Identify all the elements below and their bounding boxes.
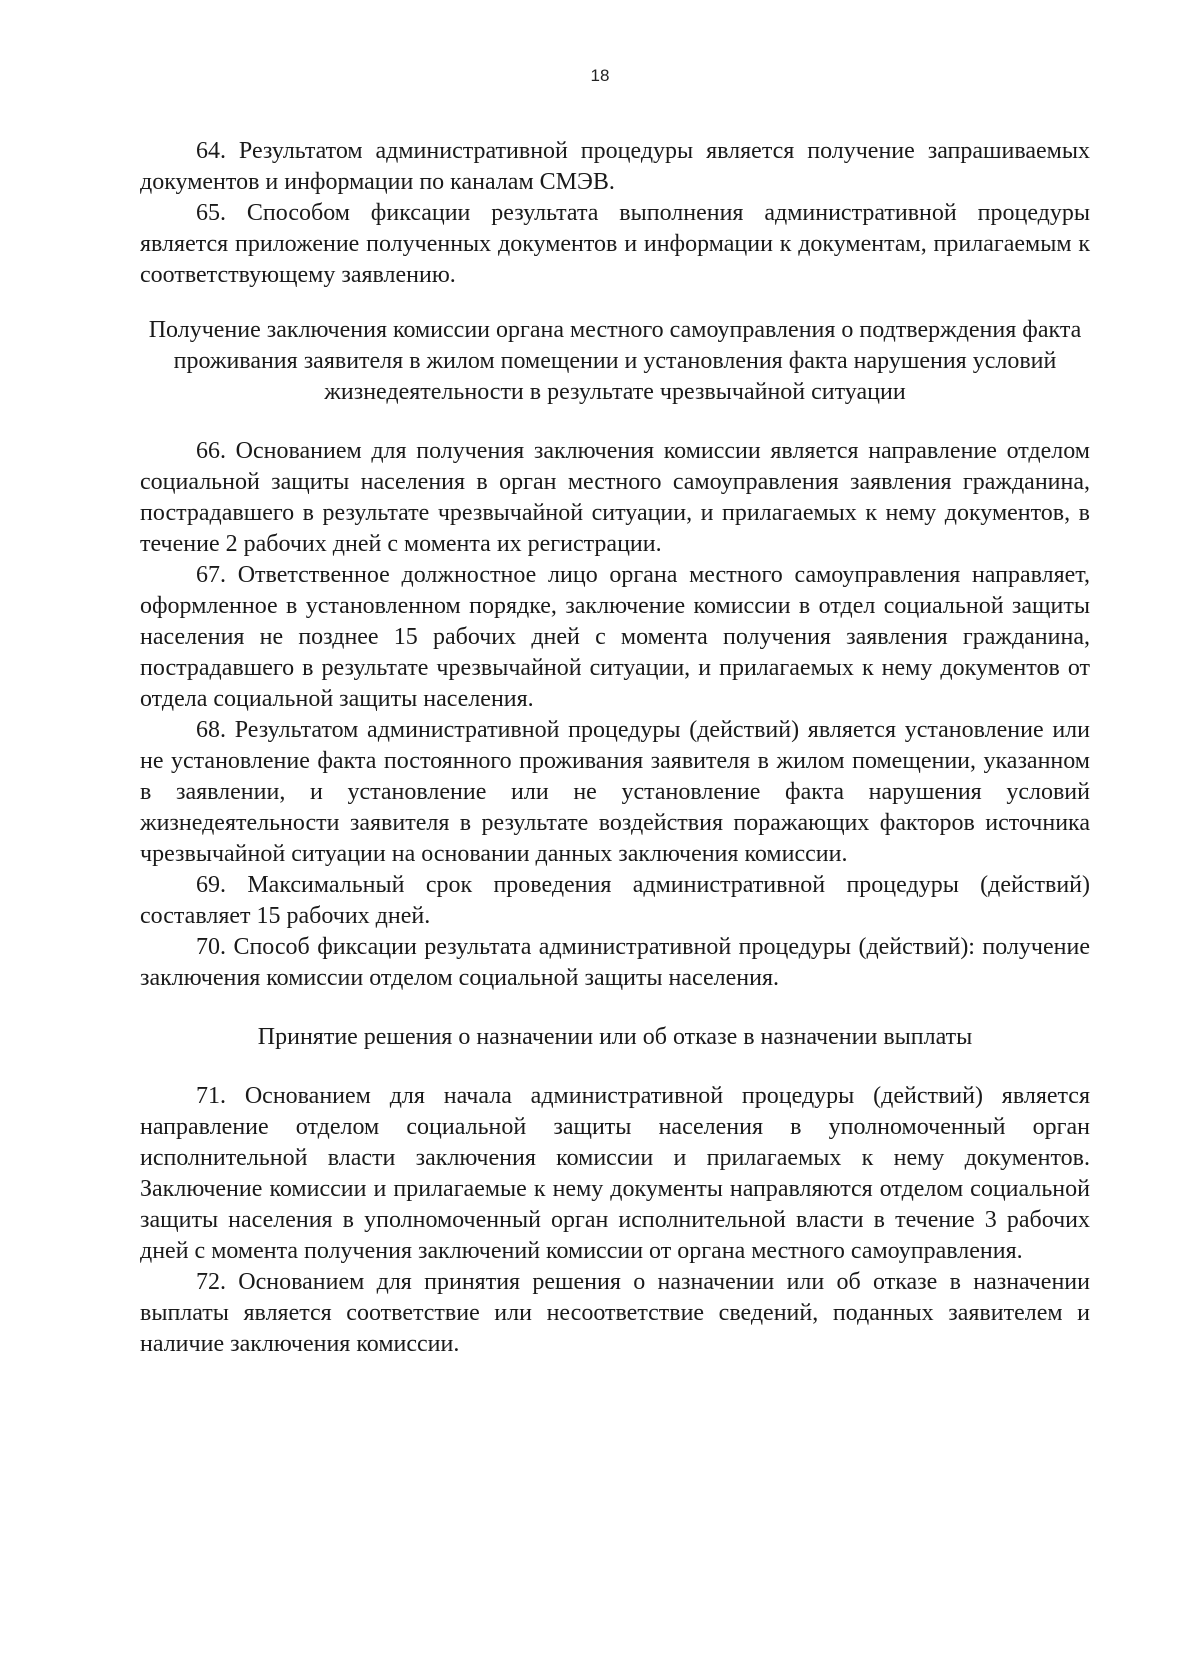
paragraph-70: 70. Способ фиксации результата административной процедуры (действий): получение заключения комиссии отделом социальной защиты населения. xyxy=(140,934,1090,991)
paragraph-67: 67. Ответственное должностное лицо органа местного самоуправления направляет, оформленное в установленном порядке, заключение комиссии в отдел социальной защиты населения не позднее 15 рабочих дней с момента получения заявления гражданина, пострадавшего в результате чрезвычайной ситуации, и прилагаемых к нему документов от отдела социальной защиты населения. xyxy=(140,562,1090,712)
paragraph-65: 65. Способом фиксации результата выполнения административной процедуры является приложение полученных документов и информации к документам, прилагаемым к соответствующему заявлению. xyxy=(140,200,1090,288)
paragraph-68: 68. Результатом административной процедуры (действий) является установление или не установление факта постоянного проживания заявителя в жилом помещении, указанном в заявлении, и установление или не установление факта нарушения условий жизнедеятельности заявителя в результате воздействия поражающих факторов источника чрезвычайной ситуации на основании данных заключения комиссии. xyxy=(140,717,1090,867)
paragraph-66: 66. Основанием для получения заключения комиссии является направление отделом социальной защиты населения в орган местного самоуправления заявления гражданина, пострадавшего в результате чрезвычайной ситуации, и прилагаемых к нему документов, в течение 2 рабочих дней с момента их регистрации. xyxy=(140,438,1090,557)
paragraph-72: 72. Основанием для принятия решения о назначении или об отказе в назначении выплаты является соответствие или несоответствие сведений, поданных заявителем и наличие заключения комиссии. xyxy=(140,1269,1090,1357)
paragraph-64: 64. Результатом административной процедуры является получение запрашиваемых документов и информации по каналам СМЭВ. xyxy=(140,138,1090,195)
paragraph-71: 71. Основанием для начала административной процедуры (действий) является направление отделом социальной защиты населения в уполномоченный орган исполнительной власти заключения комиссии и прилагаемых к нему документов. Заключение комиссии и прилагаемые к нему документы направляются отделом социальной защиты населения в уполномоченный орган исполнительной власти в течение 3 рабочих дней с момента получения заключений комиссии от органа местного самоуправления. xyxy=(140,1083,1090,1264)
paragraph-69: 69. Максимальный срок проведения административной процедуры (действий) составляет 15 рабочих дней. xyxy=(140,872,1090,929)
document-body xyxy=(140,136,1090,1360)
section-heading-payment-decision: Принятие решения о назначении или об отказе в назначении выплаты xyxy=(257,1024,973,1050)
page-number: 18 xyxy=(590,66,610,85)
section-heading-commission-conclusion: Получение заключения комиссии органа местного самоуправления о подтверждения факта проживания заявителя в жилом помещении и установления факта нарушения условий жизнедеятельности в результате чрезвычайной ситуации xyxy=(148,317,1082,405)
